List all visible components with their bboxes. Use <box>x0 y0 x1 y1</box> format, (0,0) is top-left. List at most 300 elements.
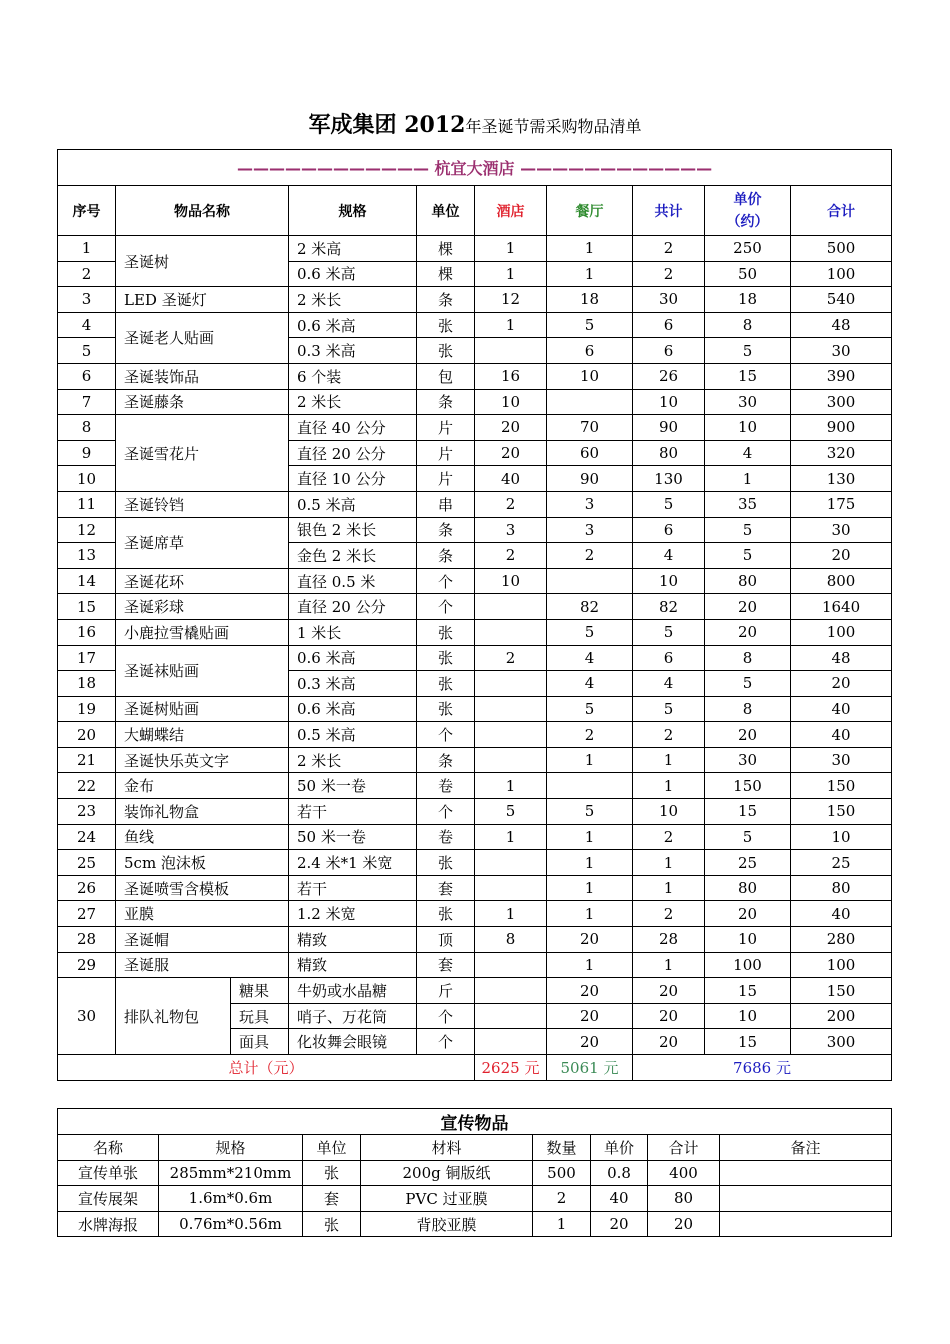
cell-restaurant: 20 <box>547 1029 633 1055</box>
title-bold: 军成集团 2012 <box>308 112 466 138</box>
table-row <box>58 799 892 825</box>
cell-restaurant: 3 <box>547 517 633 543</box>
promo-cell: 1 <box>533 1211 591 1237</box>
header-hotel: 酒店 <box>475 186 547 236</box>
cell-restaurant <box>547 773 633 799</box>
cell-unit: 张 <box>417 671 475 697</box>
cell-unit: 张 <box>417 696 475 722</box>
cell-unit: 个 <box>417 594 475 620</box>
cell-restaurant: 2 <box>547 722 633 748</box>
cell-hotel: 1 <box>475 773 547 799</box>
page-title <box>0 108 950 139</box>
promo-cell: 20 <box>591 1211 648 1237</box>
cell-sum: 6 <box>633 517 705 543</box>
cell-restaurant: 18 <box>547 287 633 313</box>
cell-spec: 0.5 米高 <box>289 491 417 517</box>
cell-no: 7 <box>58 389 116 415</box>
cell-restaurant: 6 <box>547 338 633 364</box>
cell-sum: 2 <box>633 722 705 748</box>
cell-unit: 片 <box>417 466 475 492</box>
cell-spec: 6 个装 <box>289 363 417 389</box>
cell-restaurant: 1 <box>547 261 633 287</box>
cell-price: 30 <box>705 747 791 773</box>
header-no: 序号 <box>58 186 116 236</box>
cell-hotel <box>475 671 547 697</box>
promo-header-row <box>58 1135 892 1161</box>
cell-hotel <box>475 338 547 364</box>
cell-unit: 套 <box>417 875 475 901</box>
promo-cell: 0.8 <box>591 1160 648 1186</box>
cell-no: 4 <box>58 312 116 338</box>
cell-price: 20 <box>705 722 791 748</box>
cell-hotel <box>475 594 547 620</box>
cell-restaurant: 60 <box>547 440 633 466</box>
table-row <box>58 645 892 671</box>
cell-sum: 10 <box>633 799 705 825</box>
cell-no: 11 <box>58 491 116 517</box>
cell-no: 28 <box>58 927 116 953</box>
cell-spec: 0.5 米高 <box>289 722 417 748</box>
cell-unit: 棵 <box>417 236 475 262</box>
cell-price: 4 <box>705 440 791 466</box>
table-row <box>58 850 892 876</box>
promo-cell: 张 <box>303 1211 361 1237</box>
cell-no: 13 <box>58 543 116 569</box>
cell-price: 10 <box>705 1003 791 1029</box>
cell-no: 12 <box>58 517 116 543</box>
cell-spec: 2 米长 <box>289 389 417 415</box>
promo-cell: 20 <box>648 1211 720 1237</box>
cell-hotel: 1 <box>475 236 547 262</box>
cell-name: 圣诞装饰品 <box>116 363 289 389</box>
title-normal: 年圣诞节需采购物品清单 <box>465 117 642 136</box>
cell-no: 3 <box>58 287 116 313</box>
promo-row <box>58 1160 892 1186</box>
cell-price: 35 <box>705 491 791 517</box>
cell-unit: 张 <box>417 312 475 338</box>
table-row <box>58 696 892 722</box>
cell-unit: 个 <box>417 722 475 748</box>
cell-spec: 2.4 米*1 米宽 <box>289 850 417 876</box>
cell-name: 圣诞服 <box>116 952 289 978</box>
cell-no: 18 <box>58 671 116 697</box>
cell-total: 20 <box>791 543 892 569</box>
cell-total: 30 <box>791 517 892 543</box>
table-row <box>58 363 892 389</box>
cell-price: 250 <box>705 236 791 262</box>
cell-unit: 条 <box>417 389 475 415</box>
cell-name: 金布 <box>116 773 289 799</box>
table-row <box>58 389 892 415</box>
cell-hotel: 40 <box>475 466 547 492</box>
cell-sum: 4 <box>633 543 705 569</box>
cell-total: 800 <box>791 568 892 594</box>
cell-total: 300 <box>791 1029 892 1055</box>
cell-restaurant: 20 <box>547 1003 633 1029</box>
total-restaurant: 5061 元 <box>547 1055 633 1081</box>
cell-price: 30 <box>705 389 791 415</box>
cell-name: 圣诞树 <box>116 236 289 287</box>
cell-total: 25 <box>791 850 892 876</box>
cell-sum: 6 <box>633 312 705 338</box>
cell-unit: 条 <box>417 287 475 313</box>
cell-price: 5 <box>705 543 791 569</box>
cell-total: 280 <box>791 927 892 953</box>
cell-spec: 2 米高 <box>289 236 417 262</box>
cell-price: 15 <box>705 978 791 1004</box>
cell-unit: 条 <box>417 747 475 773</box>
header-spec: 规格 <box>289 186 417 236</box>
total-hotel: 2625 元 <box>475 1055 547 1081</box>
table-row <box>58 773 892 799</box>
table-row <box>58 287 892 313</box>
promo-header: 单位 <box>303 1135 361 1161</box>
cell-unit: 条 <box>417 517 475 543</box>
cell-price: 8 <box>705 696 791 722</box>
cell-unit: 张 <box>417 850 475 876</box>
cell-unit: 张 <box>417 901 475 927</box>
promo-cell: 套 <box>303 1186 361 1212</box>
cell-name: 圣诞树贴画 <box>116 696 289 722</box>
cell-hotel: 2 <box>475 491 547 517</box>
promo-cell: 0.76m*0.56m <box>159 1211 303 1237</box>
cell-total: 100 <box>791 952 892 978</box>
promo-cell: 背胶亚膜 <box>361 1211 533 1237</box>
cell-price: 5 <box>705 517 791 543</box>
table-row <box>58 927 892 953</box>
cell-sum: 1 <box>633 747 705 773</box>
cell-unit: 斤 <box>417 978 475 1004</box>
cell-unit: 串 <box>417 491 475 517</box>
cell-unit: 棵 <box>417 261 475 287</box>
cell-name: 圣诞喷雪含模板 <box>116 875 289 901</box>
header-price: 单价（约） <box>705 186 791 236</box>
cell-name: 鱼线 <box>116 824 289 850</box>
cell-spec: 银色 2 米长 <box>289 517 417 543</box>
cell-sum: 28 <box>633 927 705 953</box>
cell-spec: 若干 <box>289 799 417 825</box>
cell-unit: 个 <box>417 799 475 825</box>
cell-price: 5 <box>705 824 791 850</box>
cell-price: 10 <box>705 415 791 441</box>
promo-cell <box>720 1211 892 1237</box>
cell-price: 15 <box>705 799 791 825</box>
cell-unit: 片 <box>417 415 475 441</box>
cell-total: 30 <box>791 747 892 773</box>
cell-name: 圣诞铃铛 <box>116 491 289 517</box>
promo-cell: 水牌海报 <box>58 1211 159 1237</box>
cell-sum: 26 <box>633 363 705 389</box>
cell-price: 80 <box>705 568 791 594</box>
cell-sum: 1 <box>633 850 705 876</box>
cell-hotel: 1 <box>475 312 547 338</box>
promo-cell: 80 <box>648 1186 720 1212</box>
cell-sum: 6 <box>633 338 705 364</box>
promo-header: 合计 <box>648 1135 720 1161</box>
cell-no: 25 <box>58 850 116 876</box>
cell-restaurant: 4 <box>547 645 633 671</box>
cell-spec: 金色 2 米长 <box>289 543 417 569</box>
cell-spec: 直径 40 公分 <box>289 415 417 441</box>
table-row <box>58 517 892 543</box>
cell-hotel <box>475 1029 547 1055</box>
cell-spec: 0.3 米高 <box>289 338 417 364</box>
hotel-banner: ———————————— 杭宜大酒店 ———————————— <box>58 150 892 186</box>
cell-hotel: 10 <box>475 389 547 415</box>
cell-name: 圣诞快乐英文字 <box>116 747 289 773</box>
cell-unit: 条 <box>417 543 475 569</box>
table-row <box>58 594 892 620</box>
cell-restaurant: 82 <box>547 594 633 620</box>
cell-total: 300 <box>791 389 892 415</box>
cell-price: 50 <box>705 261 791 287</box>
cell-restaurant: 4 <box>547 671 633 697</box>
cell-restaurant: 5 <box>547 696 633 722</box>
cell-restaurant: 20 <box>547 978 633 1004</box>
cell-restaurant: 2 <box>547 543 633 569</box>
cell-price: 10 <box>705 927 791 953</box>
cell-spec: 0.3 米高 <box>289 671 417 697</box>
cell-hotel: 1 <box>475 901 547 927</box>
cell-no: 19 <box>58 696 116 722</box>
promo-header: 材料 <box>361 1135 533 1161</box>
cell-spec: 0.6 米高 <box>289 645 417 671</box>
cell-hotel <box>475 850 547 876</box>
table-row <box>58 747 892 773</box>
cell-restaurant: 1 <box>547 952 633 978</box>
cell-restaurant: 1 <box>547 747 633 773</box>
cell-hotel <box>475 722 547 748</box>
cell-sum: 5 <box>633 696 705 722</box>
cell-sum: 6 <box>633 645 705 671</box>
cell-price: 20 <box>705 901 791 927</box>
table-row <box>58 978 892 1004</box>
cell-unit: 顶 <box>417 927 475 953</box>
cell-no: 6 <box>58 363 116 389</box>
cell-sum: 4 <box>633 671 705 697</box>
cell-total: 40 <box>791 901 892 927</box>
promo-cell: 张 <box>303 1160 361 1186</box>
cell-hotel: 5 <box>475 799 547 825</box>
cell-total: 320 <box>791 440 892 466</box>
cell-spec: 0.6 米高 <box>289 261 417 287</box>
cell-spec: 若干 <box>289 875 417 901</box>
promo-header: 备注 <box>720 1135 892 1161</box>
cell-sum: 30 <box>633 287 705 313</box>
totals-row <box>58 1055 892 1081</box>
cell-sum: 80 <box>633 440 705 466</box>
table-row <box>58 236 892 262</box>
purchase-table <box>57 149 892 1081</box>
cell-name: 圣诞袜贴画 <box>116 645 289 696</box>
cell-restaurant: 90 <box>547 466 633 492</box>
header-name: 物品名称 <box>116 186 289 236</box>
cell-no: 30 <box>58 978 116 1055</box>
cell-restaurant: 1 <box>547 850 633 876</box>
promo-cell <box>720 1160 892 1186</box>
promo-header: 名称 <box>58 1135 159 1161</box>
promo-header: 单价 <box>591 1135 648 1161</box>
cell-unit: 卷 <box>417 773 475 799</box>
cell-name: 小鹿拉雪橇贴画 <box>116 619 289 645</box>
cell-no: 1 <box>58 236 116 262</box>
cell-price: 20 <box>705 619 791 645</box>
cell-name: LED 圣诞灯 <box>116 287 289 313</box>
cell-hotel: 10 <box>475 568 547 594</box>
cell-no: 21 <box>58 747 116 773</box>
promo-row <box>58 1211 892 1237</box>
cell-spec: 直径 20 公分 <box>289 440 417 466</box>
cell-name: 亚膜 <box>116 901 289 927</box>
cell-spec: 直径 10 公分 <box>289 466 417 492</box>
cell-subitem: 面具 <box>231 1029 289 1055</box>
cell-sum: 5 <box>633 491 705 517</box>
promo-cell: PVC 过亚膜 <box>361 1186 533 1212</box>
cell-unit: 个 <box>417 1029 475 1055</box>
cell-total: 20 <box>791 671 892 697</box>
cell-price: 15 <box>705 363 791 389</box>
cell-unit: 张 <box>417 645 475 671</box>
cell-unit: 包 <box>417 363 475 389</box>
cell-unit: 张 <box>417 619 475 645</box>
cell-sum: 5 <box>633 619 705 645</box>
cell-name: 装饰礼物盒 <box>116 799 289 825</box>
cell-unit: 片 <box>417 440 475 466</box>
cell-sum: 1 <box>633 773 705 799</box>
cell-hotel: 2 <box>475 543 547 569</box>
cell-price: 80 <box>705 875 791 901</box>
cell-name: 圣诞藤条 <box>116 389 289 415</box>
cell-sum: 2 <box>633 236 705 262</box>
cell-hotel <box>475 1003 547 1029</box>
cell-sum: 2 <box>633 901 705 927</box>
cell-spec: 牛奶或水晶糖 <box>289 978 417 1004</box>
cell-total: 40 <box>791 696 892 722</box>
table-row <box>58 491 892 517</box>
cell-no: 5 <box>58 338 116 364</box>
cell-total: 10 <box>791 824 892 850</box>
promo-cell: 400 <box>648 1160 720 1186</box>
header-sum: 共计 <box>633 186 705 236</box>
promo-cell: 2 <box>533 1186 591 1212</box>
cell-hotel: 8 <box>475 927 547 953</box>
promo-cell: 宣传展架 <box>58 1186 159 1212</box>
cell-total: 540 <box>791 287 892 313</box>
cell-spec: 直径 0.5 米 <box>289 568 417 594</box>
cell-hotel <box>475 875 547 901</box>
header-restaurant: 餐厅 <box>547 186 633 236</box>
cell-no: 2 <box>58 261 116 287</box>
cell-total: 30 <box>791 338 892 364</box>
cell-restaurant: 1 <box>547 236 633 262</box>
cell-spec: 2 米长 <box>289 747 417 773</box>
cell-no: 17 <box>58 645 116 671</box>
cell-restaurant: 1 <box>547 901 633 927</box>
cell-sum: 20 <box>633 978 705 1004</box>
cell-name: 圣诞席草 <box>116 517 289 568</box>
cell-restaurant <box>547 389 633 415</box>
cell-restaurant: 5 <box>547 619 633 645</box>
cell-hotel: 1 <box>475 261 547 287</box>
cell-hotel <box>475 952 547 978</box>
cell-price: 5 <box>705 338 791 364</box>
cell-spec: 哨子、万花筒 <box>289 1003 417 1029</box>
cell-subitem: 玩具 <box>231 1003 289 1029</box>
total-label: 总计（元） <box>58 1055 475 1081</box>
cell-sum: 2 <box>633 824 705 850</box>
promo-title: 宣传物品 <box>58 1109 892 1135</box>
cell-restaurant: 5 <box>547 312 633 338</box>
header-unit: 单位 <box>417 186 475 236</box>
table-row <box>58 722 892 748</box>
cell-total: 1640 <box>791 594 892 620</box>
cell-no: 27 <box>58 901 116 927</box>
cell-price: 5 <box>705 671 791 697</box>
cell-price: 100 <box>705 952 791 978</box>
cell-restaurant: 5 <box>547 799 633 825</box>
cell-unit: 个 <box>417 568 475 594</box>
promo-cell: 1.6m*0.6m <box>159 1186 303 1212</box>
table-row <box>58 901 892 927</box>
cell-total: 150 <box>791 773 892 799</box>
promo-table <box>57 1108 892 1237</box>
cell-hotel: 1 <box>475 824 547 850</box>
cell-restaurant <box>547 568 633 594</box>
promo-row <box>58 1186 892 1212</box>
table-row <box>58 952 892 978</box>
cell-restaurant: 1 <box>547 875 633 901</box>
cell-sum: 20 <box>633 1003 705 1029</box>
promo-header: 数量 <box>533 1135 591 1161</box>
cell-restaurant: 10 <box>547 363 633 389</box>
cell-unit: 张 <box>417 338 475 364</box>
cell-no: 14 <box>58 568 116 594</box>
cell-spec: 精致 <box>289 952 417 978</box>
cell-sum: 1 <box>633 952 705 978</box>
cell-total: 150 <box>791 978 892 1004</box>
table-row <box>58 415 892 441</box>
cell-no: 24 <box>58 824 116 850</box>
cell-total: 900 <box>791 415 892 441</box>
cell-price: 20 <box>705 594 791 620</box>
cell-spec: 精致 <box>289 927 417 953</box>
cell-price: 18 <box>705 287 791 313</box>
header-total: 合计 <box>791 186 892 236</box>
cell-sum: 82 <box>633 594 705 620</box>
cell-unit: 卷 <box>417 824 475 850</box>
cell-price: 1 <box>705 466 791 492</box>
cell-hotel <box>475 619 547 645</box>
cell-hotel: 20 <box>475 440 547 466</box>
cell-spec: 0.6 米高 <box>289 696 417 722</box>
cell-spec: 1.2 米宽 <box>289 901 417 927</box>
cell-total: 130 <box>791 466 892 492</box>
cell-sum: 130 <box>633 466 705 492</box>
cell-price: 15 <box>705 1029 791 1055</box>
cell-restaurant: 70 <box>547 415 633 441</box>
cell-no: 22 <box>58 773 116 799</box>
cell-no: 26 <box>58 875 116 901</box>
table-row <box>58 875 892 901</box>
table-row <box>58 312 892 338</box>
cell-total: 200 <box>791 1003 892 1029</box>
table-row <box>58 824 892 850</box>
promo-cell <box>720 1186 892 1212</box>
promo-cell: 200g 铜版纸 <box>361 1160 533 1186</box>
cell-no: 29 <box>58 952 116 978</box>
cell-spec: 50 米一卷 <box>289 773 417 799</box>
cell-price: 8 <box>705 645 791 671</box>
